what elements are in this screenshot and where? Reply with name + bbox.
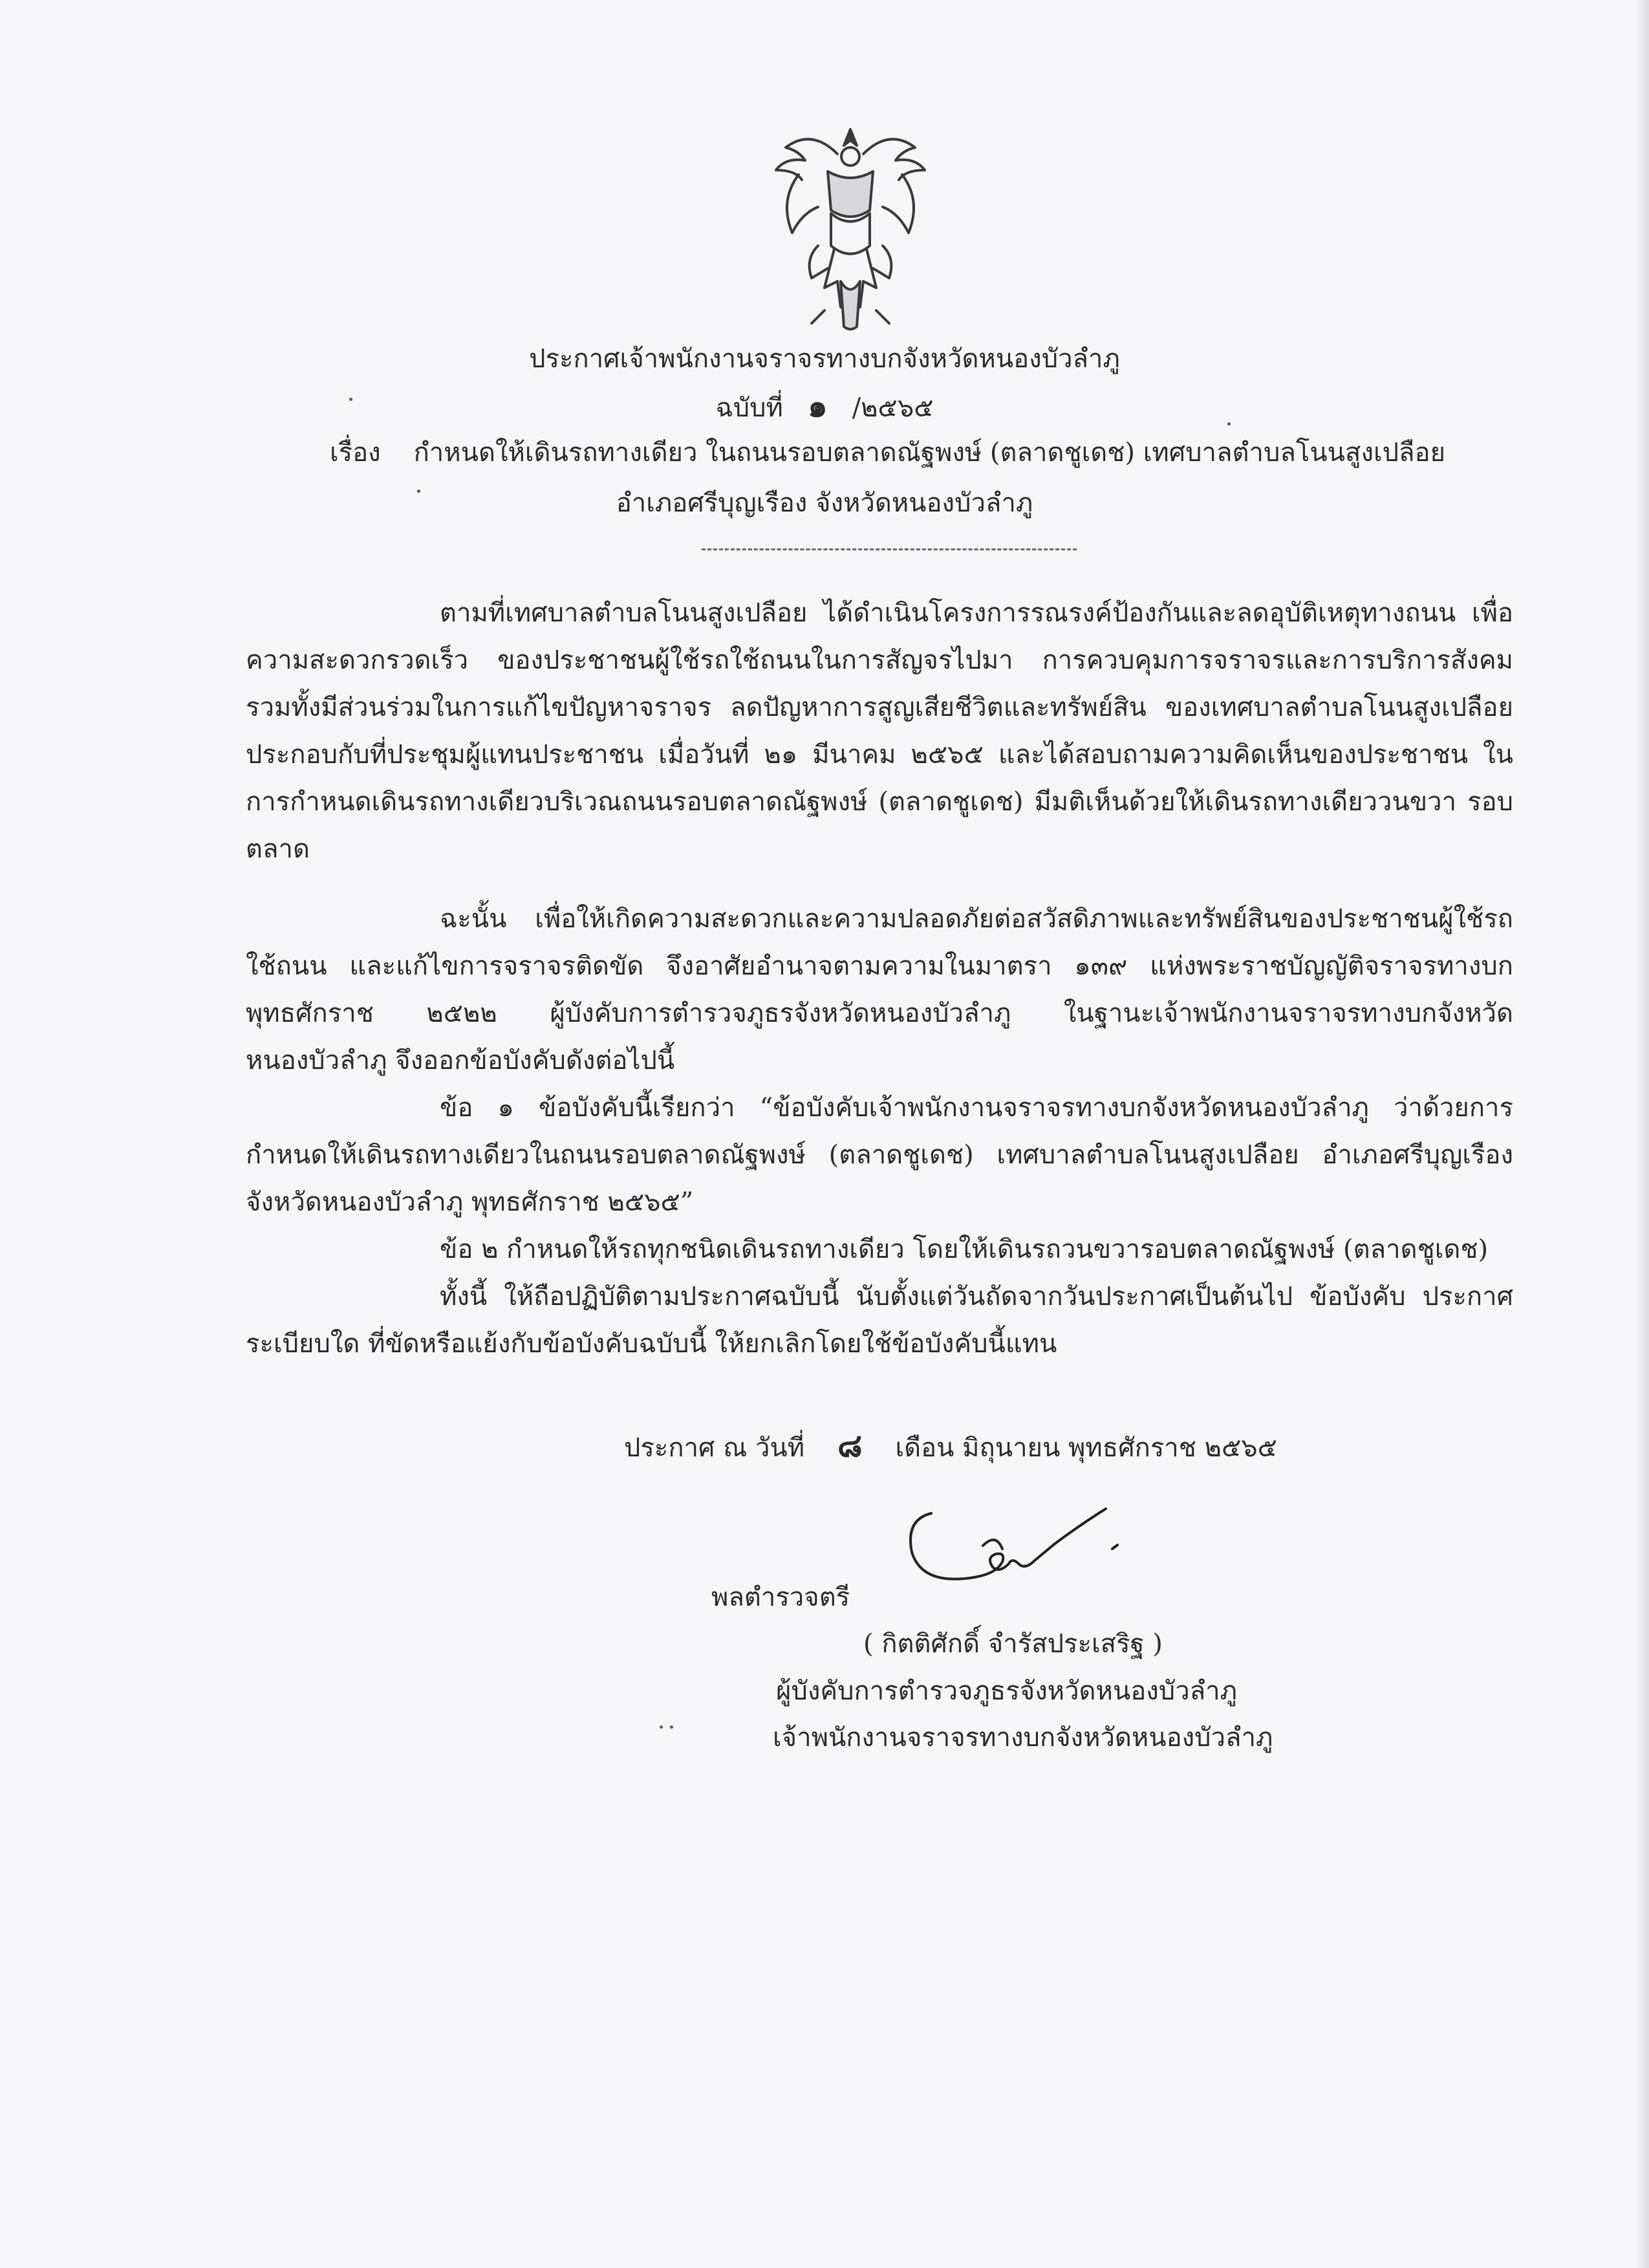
body-text (246, 590, 1513, 873)
scan-speck (1227, 422, 1231, 426)
signer-name: ( กิตติศักดิ์ จำรัสประเสริฐ ) (863, 1629, 1163, 1659)
scan-speck (417, 490, 420, 493)
garuda-emblem-icon (760, 116, 941, 336)
paragraph-background: ตามที่เทศบาลตำบลโนนสูงเปลือย ได้ดำเนินโครงการรณรงค์ป้องกันและลดอุบัติเหตุทางถนน เพื่อความสะดวกรวดเร็ว ของประชาชนผู้ใช้รถใช้ถนนในการสัญจรไปมา การควบคุมการจราจรและการบริการสังคม รวมทั้งมีส่วนร่วมในการแก้ไขปัญหาจราจร ลดปัญหาการสูญเสียชีวิตและทรัพย์สิน ของเทศบาลตำบลโนนสูงเปลือย ประกอบกับที่ประชุมผู้แทนประชาชน เมื่อวันที่ ๒๑ มีนาคม ๒๕๖๕ และได้สอบถามความคิดเห็นของประชาชน ในการกำหนดเดินรถทางเดียวบริเวณถนนรอบตลาดณัฐพงษ์ (ตลาดชูเดช) มีมติเห็นด้วยให้เดินรถทางเดียววนขวา รอบตลาด (246, 598, 1513, 864)
subject-label: เรื่อง (330, 438, 381, 468)
body-text-2 (246, 896, 1513, 1368)
scan-speck (670, 1725, 673, 1729)
scan-speck (349, 398, 352, 401)
handwritten-signature-icon (892, 1487, 1138, 1604)
paragraph-clause-2: ข้อ ๒ กำหนดให้รถทุกชนิดเดินรถทางเดียว โดยให้เดินรถวนขวารอบตลาดณัฐพงษ์ (ตลาดชูเดช) (440, 1235, 1489, 1264)
scan-speck (660, 1725, 663, 1729)
document-title: ประกาศเจ้าพนักงานจราจรทางบกจังหวัดหนองบัวลำภู (529, 344, 1120, 374)
announcement-date (624, 1426, 1277, 1467)
date-month-year: เดือน มิถุนายน พุทธศักราช ๒๕๖๕ (895, 1433, 1277, 1463)
issue-number-line (0, 387, 1649, 427)
issue-number: ๑ (808, 388, 828, 424)
signer-position-2: เจ้าพนักงานจราจรทางบกจังหวัดหนองบัวลำภู (773, 1723, 1273, 1753)
header-divider (702, 548, 1077, 550)
signer-rank: พลตำรวจตรี (711, 1582, 850, 1612)
paragraph-authority: ฉะนั้น เพื่อให้เกิดความสะดวกและความปลอดภัยต่อสวัสดิภาพและทรัพย์สินของประชาชนผู้ใช้รถ ใช้ถนน และแก้ไขการจราจรติดขัด จึงอาศัยอำนาจตามความในมาตรา ๑๓๙ แห่งพระราชบัญญัติจราจรทางบก พุทธศักราช ๒๕๒๒ ผู้บังคับการตำรวจภูธรจังหวัดหนองบัวลำภู ในฐานะเจ้าพนักงานจราจรทางบกจังหวัด หนองบัวลำภู จึงออกข้อบังคับดังต่อไปนี้ (246, 904, 1513, 1075)
signer-position-1: ผู้บังคับการตำรวจภูธรจังหวัดหนองบัวลำภู (776, 1676, 1237, 1706)
issue-prefix: ฉบับที่ (715, 393, 783, 423)
date-day: ๘ (837, 1426, 863, 1464)
paragraph-clause-1: ข้อ ๑ ข้อบังคับนี้เรียกว่า “ข้อบังคับเจ้าพนักงานจราจรทางบกจังหวัดหนองบัวลำภู ว่าด้วยการ กำหนดให้เดินรถทางเดียวในถนนรอบตลาดณัฐพงษ์ (ตลาดชูเดช) เทศบาลตำบลโนนสูงเปลือย อำเภอศรีบุญเรือง จังหวัดหนองบัวลำภู พุทธศักราช ๒๕๖๕” (246, 1093, 1513, 1217)
subject-text: กำหนดให้เดินรถทางเดียว ในถนนรอบตลาดณัฐพงษ์ (ตลาดชูเดช) เทศบาลตำบลโนนสูงเปลือย (413, 438, 1446, 468)
issue-year: /๒๕๖๕ (852, 393, 934, 423)
subject-line-2: อำเภอศรีบุญเรือง จังหวัดหนองบัวลำภู (616, 488, 1033, 518)
paragraph-effective: ทั้งนี้ ให้ถือปฏิบัติตามประกาศฉบับนี้ นับตั้งแต่วันถัดจากวันประกาศเป็นต้นไป ข้อบังคับ ประกาศ ระเบียบใด ที่ขัดหรือแย้งกับข้อบังคับฉบับนี้ ให้ยกเลิกโดยใช้ข้อบังคับนี้แทน (246, 1282, 1513, 1359)
date-prefix: ประกาศ ณ วันที่ (624, 1433, 805, 1463)
subject-line (330, 433, 1445, 472)
